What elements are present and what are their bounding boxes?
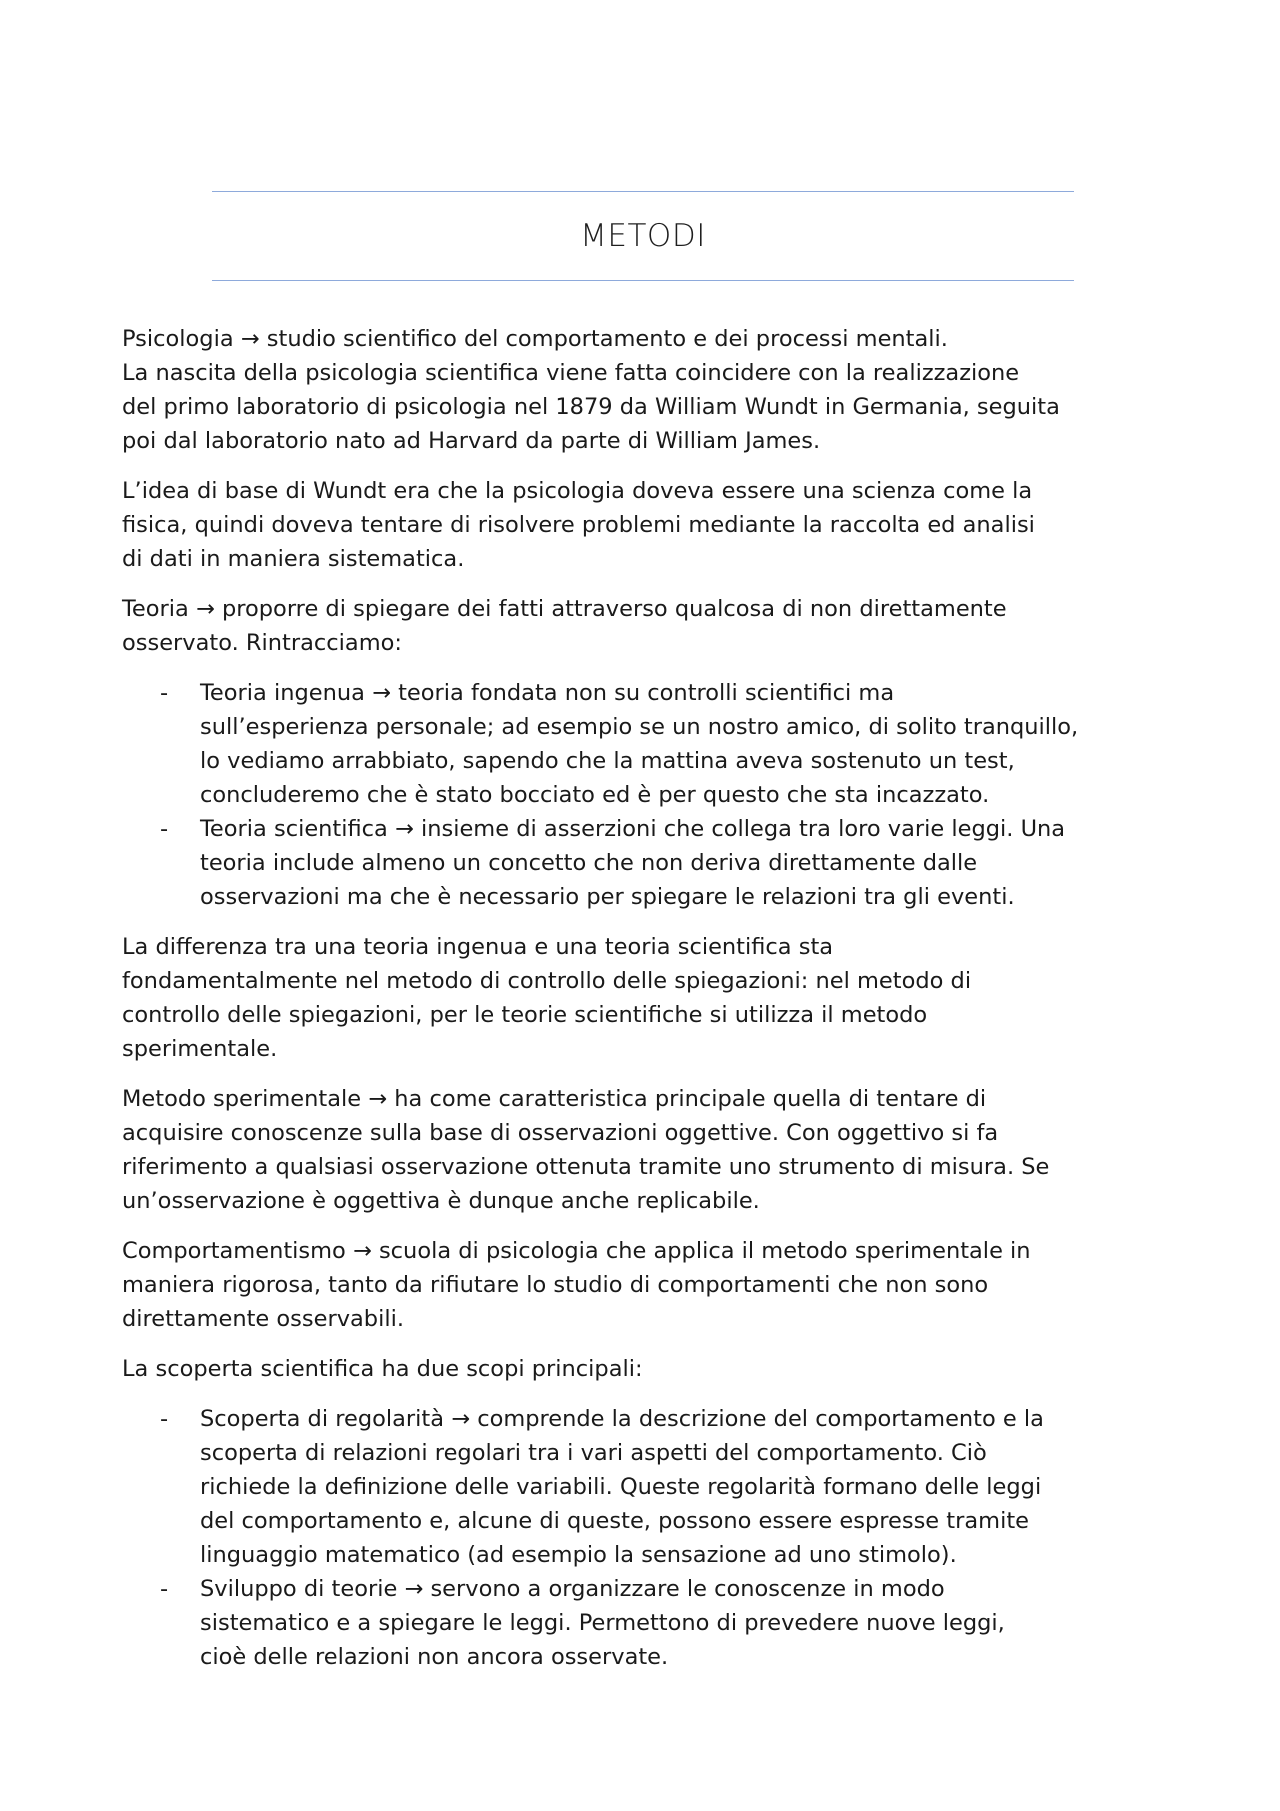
title-rule-top xyxy=(212,191,1074,192)
text-line: Teoria scientifica → insieme di asserzioni che collega tra loro varie leggi. Una xyxy=(200,816,1066,842)
paragraph xyxy=(122,1352,1172,1386)
paragraph xyxy=(122,322,1172,458)
text-line: osservato. Rintracciamo: xyxy=(122,630,402,656)
text-line: scoperta di relazioni regolari tra i vari aspetti del comportamento. Ciò xyxy=(200,1440,987,1466)
text-line: del comportamento e, alcune di queste, possono essere espresse tramite xyxy=(200,1508,1029,1534)
text-line: riferimento a qualsiasi osservazione ottenuta tramite uno strumento di misura. Se xyxy=(122,1154,1050,1180)
text-line: cioè delle relazioni non ancora osservate. xyxy=(200,1644,669,1670)
list-dash-marker: - xyxy=(160,816,169,842)
list-item xyxy=(122,676,1172,812)
text-line: osservazioni ma che è necessario per spiegare le relazioni tra gli eventi. xyxy=(200,884,1015,910)
text-line: fondamentalmente nel metodo di controllo delle spiegazioni: nel metodo di xyxy=(122,968,972,994)
list-dash-marker: - xyxy=(160,1406,169,1432)
text-line: poi dal laboratorio nato ad Harvard da parte di William James. xyxy=(122,428,821,454)
text-line: di dati in maniera sistematica. xyxy=(122,546,465,572)
title-rule-bottom xyxy=(212,280,1074,281)
text-line: L’idea di base di Wundt era che la psicologia doveva essere una scienza come la xyxy=(122,478,1033,504)
paragraph xyxy=(122,474,1172,576)
text-line: Psicologia → studio scientifico del comportamento e dei processi mentali. xyxy=(122,326,948,352)
text-line: controllo delle spiegazioni, per le teorie scientifiche si utilizza il metodo xyxy=(122,1002,928,1028)
text-line: sull’esperienza personale; ad esempio se un nostro amico, di solito tranquillo, xyxy=(200,714,1079,740)
text-line: richiede la definizione delle variabili. Queste regolarità formano delle leggi xyxy=(200,1474,1042,1500)
text-line: Scoperta di regolarità → comprende la descrizione del comportamento e la xyxy=(200,1406,1044,1432)
text-line: fisica, quindi doveva tentare di risolvere problemi mediante la raccolta ed analisi xyxy=(122,512,1035,538)
text-line: sperimentale. xyxy=(122,1036,278,1062)
paragraph xyxy=(122,1082,1172,1218)
text-line: acquisire conoscenze sulla base di osservazioni oggettive. Con oggettivo si fa xyxy=(122,1120,999,1146)
text-line: Sviluppo di teorie → servono a organizzare le conoscenze in modo xyxy=(200,1576,945,1602)
document-body xyxy=(122,322,1172,1690)
text-line: direttamente osservabili. xyxy=(122,1306,404,1332)
text-line: La nascita della psicologia scientifica viene fatta coincidere con la realizzazione xyxy=(122,360,1020,386)
text-line: lo vediamo arrabbiato, sapendo che la mattina aveva sostenuto un test, xyxy=(200,748,1015,774)
text-line: Teoria ingenua → teoria fondata non su controlli scientifici ma xyxy=(200,680,895,706)
paragraph xyxy=(122,1234,1172,1336)
list-item xyxy=(122,812,1172,914)
list-item xyxy=(122,1572,1172,1674)
text-line: Comportamentismo → scuola di psicologia che applica il metodo sperimentale in xyxy=(122,1238,1031,1264)
text-line: linguaggio matematico (ad esempio la sensazione ad uno stimolo). xyxy=(200,1542,957,1568)
text-line: La scoperta scientifica ha due scopi principali: xyxy=(122,1356,643,1382)
text-line: Metodo sperimentale → ha come caratteristica principale quella di tentare di xyxy=(122,1086,987,1112)
text-line: La differenza tra una teoria ingenua e una teoria scientifica sta xyxy=(122,934,834,960)
text-line: del primo laboratorio di psicologia nel 1879 da William Wundt in Germania, seguita xyxy=(122,394,1060,420)
text-line: maniera rigorosa, tanto da rifiutare lo studio di comportamenti che non sono xyxy=(122,1272,989,1298)
paragraph xyxy=(122,592,1172,660)
list-dash-marker: - xyxy=(160,680,169,706)
list-item xyxy=(122,1402,1172,1572)
text-line: Teoria → proporre di spiegare dei fatti attraverso qualcosa di non direttamente xyxy=(122,596,1007,622)
text-line: un’osservazione è oggettiva è dunque anche replicabile. xyxy=(122,1188,760,1214)
text-line: sistematico e a spiegare le leggi. Permettono di prevedere nuove leggi, xyxy=(200,1610,1005,1636)
text-line: teoria include almeno un concetto che non deriva direttamente dalle xyxy=(200,850,978,876)
text-line: concluderemo che è stato bocciato ed è per questo che sta incazzato. xyxy=(200,782,990,808)
page-title: METODI xyxy=(580,218,706,254)
list-dash-marker: - xyxy=(160,1576,169,1602)
bullet-list xyxy=(122,676,1172,914)
bullet-list xyxy=(122,1402,1172,1674)
paragraph xyxy=(122,930,1172,1066)
